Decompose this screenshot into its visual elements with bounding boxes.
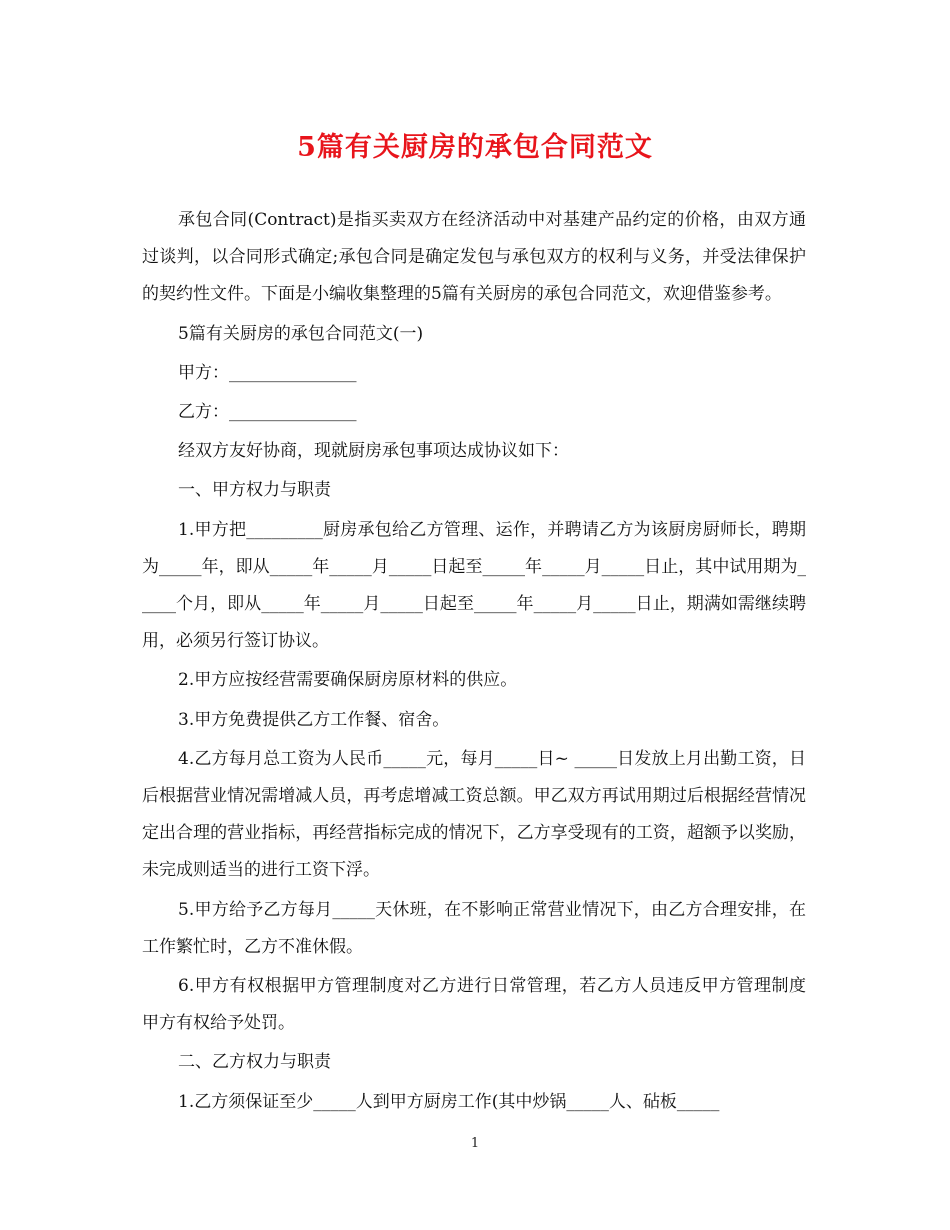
party-a-line: 甲方：_______________ [178,362,357,383]
page-number: 1 [470,1136,480,1151]
section-heading-party-a: 一、甲方权力与职责 [178,480,331,501]
contract-heading: 5篇有关厨房的承包合同范文(一) [178,323,424,344]
document-body [142,202,806,1123]
clause-a-2: 2.甲方应按经营需要确保厨房原材料的供应。 [178,670,518,691]
clause-a-6: 6.甲方有权根据甲方管理制度对乙方进行日常管理，若乙方人员违反甲方管理制度甲方有权给予处罚。 [142,976,806,1034]
clause-a-4: 4.乙方每月总工资为人民币_____元，每月_____日~ _____日发放上月出勤工资，日后根据营业情况需增减人员，再考虑增减工资总额。甲乙双方再试用期过后根据经营情况定出合理的营业指标，再经营指标完成的情况下，乙方享受现有的工资，超额予以奖励，未完成则适当的进行工资下浮。 [142,748,806,881]
intro-paragraph: 承包合同(Contract)是指买卖双方在经济活动中对基建产品约定的价格，由双方通过谈判，以合同形式确定;承包合同是确定发包与承包双方的权利与义务，并受法律保护的契约性文件。下面是小编收集整理的5篇有关厨房的承包合同范文，欢迎借鉴参考。 [142,210,806,305]
section-heading-party-b: 二、乙方权力与职责 [178,1052,331,1073]
agreement-intro: 经双方友好协商，现就厨房承包事项达成协议如下： [178,441,569,462]
clause-a-3: 3.甲方免费提供乙方工作餐、宿舍。 [178,709,450,730]
document-title: 5篇有关厨房的承包合同范文 [297,132,653,163]
party-b-line: 乙方：_______________ [178,402,357,423]
clause-a-1: 1.甲方把_________厨房承包给乙方管理、运作，并聘请乙方为该厨房厨师长，聘期为_____年，即从_____年_____月_____日起至_____年_____月_____日止，其中试用期为_____个月，即从_____年_____月_____日起至_____年_____月_____日止，期满如需继续聘用，必须另行签订协议。 [142,519,806,652]
clause-b-1: 1.乙方须保证至少_____人到甲方厨房工作(其中炒锅_____人、砧板_____ [178,1091,720,1112]
clause-a-5: 5.甲方给予乙方每月_____天休班，在不影响正常营业情况下，由乙方合理安排，在工作繁忙时，乙方不准休假。 [142,899,806,957]
